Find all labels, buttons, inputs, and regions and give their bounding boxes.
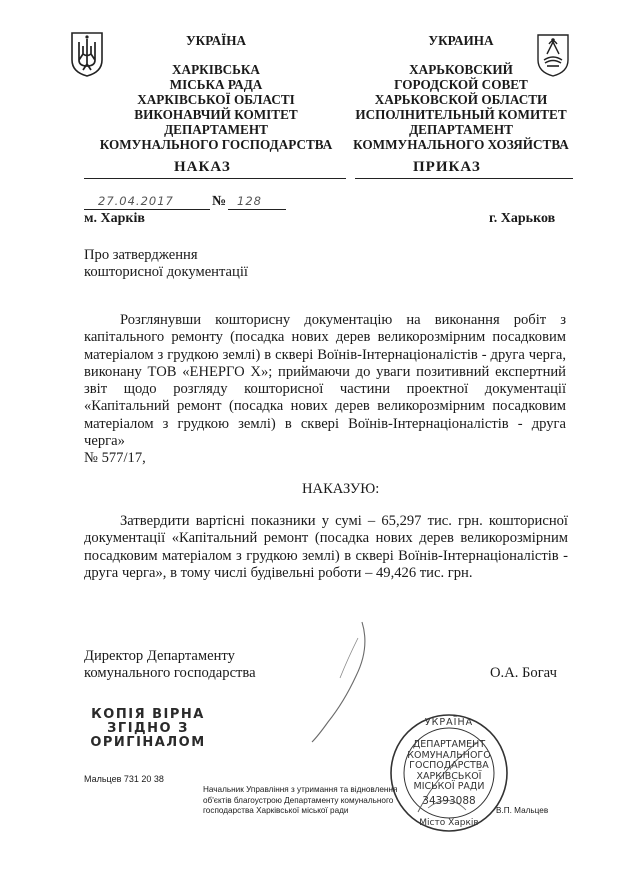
signatory-position-line: Директор Департаменту xyxy=(84,648,235,664)
kharkiv-city-emblem-icon xyxy=(535,30,571,78)
decision-line: документації «Капітальний ремонт (посадка нових дерев великорозмірним xyxy=(84,530,568,547)
seal-top: УКРАЇНА xyxy=(424,717,474,728)
seal-line: КОМУНАЛЬНОГО xyxy=(407,749,491,761)
seal-center xyxy=(404,740,494,793)
copy-stamp-line: ЗГІДНО З xyxy=(107,721,189,736)
header-left-underline xyxy=(84,178,346,179)
order-number-label: № xyxy=(212,194,227,209)
preamble-line: звіт щодо розгляду кошторисної частини проектної документації xyxy=(84,381,566,398)
header-left-line: ВИКОНАВЧИЙ КОМІТЕТ xyxy=(134,107,298,122)
subject xyxy=(84,247,248,282)
header-right-line: КОММУНАЛЬНОГО ХОЗЯЙСТВА xyxy=(353,137,569,152)
preamble-line: матеріалом з грудкою землі) в сквері Воїнів-Інтернаціоналістів - друга черга» xyxy=(84,415,566,450)
header-left-country: УКРАЇНА xyxy=(185,33,247,48)
header-right-line: ДЕПАРТАМЕНТ xyxy=(409,122,513,137)
header-right-line: ХАРЬКОВСКИЙ xyxy=(409,62,513,77)
signatory-name: О.А. Богач xyxy=(490,665,557,681)
header-right-underline xyxy=(355,178,573,179)
header-right-line: ХАРЬКОВСКОЙ ОБЛАСТИ xyxy=(374,92,548,107)
header-left xyxy=(85,33,347,152)
certifier-position-line: Начальник Управління з утримання та відновлення xyxy=(203,785,398,794)
copy-stamp-line: ОРИГІНАЛОМ xyxy=(90,735,206,750)
decision-line: посадковим матеріалом з грудкою землі) в сквері Воїнів-Інтернаціоналістів - xyxy=(84,547,568,564)
decision xyxy=(84,513,568,582)
header-left-line: МІСЬКА РАДА xyxy=(169,77,263,92)
executor: Мальцев 731 20 38 xyxy=(84,774,164,784)
seal-line: ХАРКІВСЬКОЇ xyxy=(416,770,482,782)
certifier-position xyxy=(203,785,397,817)
department-seal xyxy=(388,712,510,834)
header-right-line: ИСПОЛНИТЕЛЬНЫЙ КОМИТЕТ xyxy=(355,107,567,122)
copy-stamp-line: КОПІЯ ВІРНА xyxy=(91,707,205,722)
seal-line: ГОСПОДАРСТВА xyxy=(409,760,489,771)
seal-bottom: Місто Харків xyxy=(419,818,479,828)
order-number: 128 xyxy=(237,194,262,208)
header-left-line: ДЕПАРТАМЕНТ xyxy=(164,122,268,137)
certifier-name: В.П. Мальцев xyxy=(496,806,549,815)
subject-line: кошторисної документації xyxy=(84,264,248,281)
doc-type-ua: НАКАЗ xyxy=(174,159,231,175)
decision-line: друга черга», в тому числі будівельні роботи – 49,426 тис. грн. xyxy=(84,564,473,581)
header-left-line: ХАРКІВСЬКОЇ ОБЛАСТІ xyxy=(137,92,295,107)
preamble xyxy=(84,312,566,468)
preamble-line: «Капітальний ремонт (посадка нових дерев великорозмірним посадковим xyxy=(84,398,566,415)
certifier-position-line: об'єктів благоустрою Департаменту комунального xyxy=(203,795,394,805)
city-ru: г. Харьков xyxy=(489,211,556,226)
order-number-line xyxy=(228,209,286,210)
decision-line: Затвердити вартісні показники у сумі – 65,297 тис. грн. кошторисної xyxy=(120,513,568,529)
seal-line: МІСЬКОЇ РАДИ xyxy=(413,781,485,792)
city-ua: м. Харків xyxy=(84,211,145,226)
seal-line: ДЕПАРТАМЕНТ xyxy=(412,739,486,750)
signatory-position-line: комунального господарства xyxy=(84,665,256,682)
order-word: НАКАЗУЮ: xyxy=(302,481,380,497)
copy-certified-stamp xyxy=(84,708,212,750)
subject-line: Про затвердження xyxy=(84,247,198,263)
director-signature xyxy=(300,618,380,748)
preamble-line: капітального ремонту (посадка нових дерев великорозмірним посадковим xyxy=(84,329,566,346)
doc-type-ru: ПРИКАЗ xyxy=(413,159,481,175)
header-right-line: ГОРОДСКОЙ СОВЕТ xyxy=(394,77,528,92)
seal-code: 34393088 xyxy=(422,795,476,807)
preamble-line: № 577/17, xyxy=(84,450,146,467)
header-left-line: КОМУНАЛЬНОГО ГОСПОДАРСТВА xyxy=(99,137,333,152)
order-date-line xyxy=(84,209,210,210)
preamble-line: Розглянувши кошторисну документацію на виконання робіт з xyxy=(120,312,566,328)
preamble-line: матеріалом з грудкою землі) в сквері Воїнів-Інтернаціоналістів - друга черга, xyxy=(84,346,566,363)
header-left-line: ХАРКІВСЬКА xyxy=(172,62,260,77)
preamble-line: виконану ТОВ «ЕНЕРГО Х»; приймаючи до уваги позитивний експертний xyxy=(84,363,566,380)
order-date: 27.04.2017 xyxy=(98,194,174,208)
header-right-country: УКРАИНА xyxy=(428,33,494,48)
certifier-position-line: господарства Харківської міської ради xyxy=(203,806,349,815)
signatory-position xyxy=(84,648,256,683)
